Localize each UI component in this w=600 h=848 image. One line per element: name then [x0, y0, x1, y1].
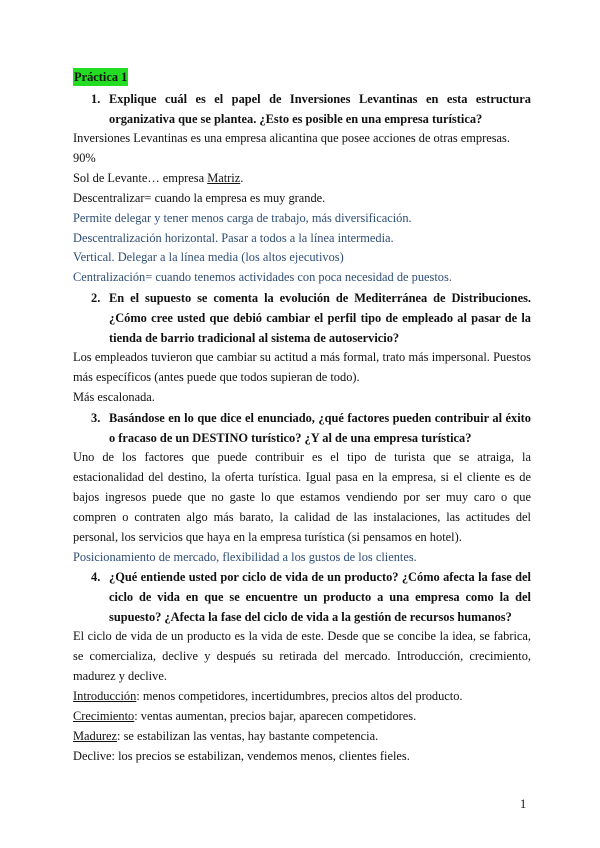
question-number: 2.	[91, 291, 101, 306]
question-text: Basándose en lo que dice el enunciado, ¿qué factores pueden contribuir al éxito o fracaso de un DESTINO turístico? ¿Y al de una empresa turística?	[109, 410, 531, 445]
phase-line: Madurez: se estabilizan las ventas, hay bastante competencia.	[73, 728, 379, 743]
question-1	[73, 89, 531, 129]
page-number: 1	[520, 797, 527, 811]
question-3	[73, 408, 531, 448]
question-number: 4.	[91, 570, 101, 585]
answer-paragraph: Los empleados tuvieron que cambiar su actitud a más formal, trato más impersonal. Puestos más específicos (antes puede que todos supieran de todo).	[73, 350, 531, 385]
question-2	[73, 288, 531, 348]
note-line: Vertical. Delegar a la línea media (los altos ejecutivos)	[73, 250, 344, 265]
answer-line: Sol de Levante… empresa Matriz.	[73, 170, 244, 185]
note-line: Permite delegar y tener menos carga de trabajo, más diversificación.	[73, 210, 412, 225]
page-title: Práctica 1	[74, 70, 128, 84]
underlined-term: Matriz	[207, 170, 241, 185]
note-line: Posicionamiento de mercado, flexibilidad a los gustos de los clientes.	[73, 549, 417, 564]
answer-line: Más escalonada.	[73, 390, 155, 405]
note-line: Descentralización horizontal. Pasar a todos a la línea intermedia.	[73, 230, 394, 245]
question-text: Explique cuál es el papel de Inversiones Levantinas en esta estructura organizativa que se plantea. ¿Esto es posible en una empresa turística?	[109, 92, 531, 126]
phase-line: Introducción: menos competidores, incertidumbres, precios altos del producto.	[73, 689, 463, 704]
phase-term: Introducción	[73, 689, 137, 704]
question-4	[73, 567, 531, 627]
phase-line: Crecimiento: ventas aumentan, precios bajar, aparecen competidores.	[73, 709, 417, 724]
phase-term: Madurez	[73, 728, 118, 743]
answer-line: Descentralizar= cuando la empresa es muy grande.	[73, 190, 326, 205]
answer-line: Inversiones Levantinas es una empresa alicantina que posee acciones de otras empresas. 90%	[73, 131, 510, 165]
question-number: 1.	[91, 92, 101, 106]
phase-term: Crecimiento	[73, 709, 135, 724]
answer-paragraph: El ciclo de vida de un producto es la vida de este. Desde que se concibe la idea, se fabrica, se comercializa, declive y después su retirada del mercado. Introducción, crecimiento, madurez y declive.	[73, 629, 531, 684]
phase-line: Declive: los precios se estabilizan, vendemos menos, clientes fieles.	[73, 748, 410, 763]
question-text: ¿Qué entiende usted por ciclo de vida de un producto? ¿Cómo afecta la fase del ciclo de vida en que se encuentre un producto a una empresa como la del supuesto? ¿Afecta la fase del ciclo de vida a la gestión de recursos humanos?	[109, 570, 531, 625]
document-page	[73, 68, 531, 767]
answer-paragraph: Uno de los factores que puede contribuir es el tipo de turista que se atraiga, la estacionalidad del destino, la oferta turística. Igual pasa en la empresa, si el cliente es de bajos ingresos puede que no gaste lo que estamos vendiendo por ser muy caro o que compren o contraten algo más barato, la calidad de las instalaciones, las actitudes del personal, los servicios que haya en la empresa turística (si pensamos en hotel).	[73, 449, 531, 544]
note-line: Centralización= cuando tenemos actividades con poca necesidad de puestos.	[73, 270, 452, 285]
question-text: En el supuesto se comenta la evolución de Mediterránea de Distribuciones. ¿Cómo cree usted que debió cambiar el perfil tipo de empleado al pasar de la tienda de barrio tradicional al sistema de autoservicio?	[109, 291, 531, 346]
question-number: 3.	[91, 410, 101, 425]
